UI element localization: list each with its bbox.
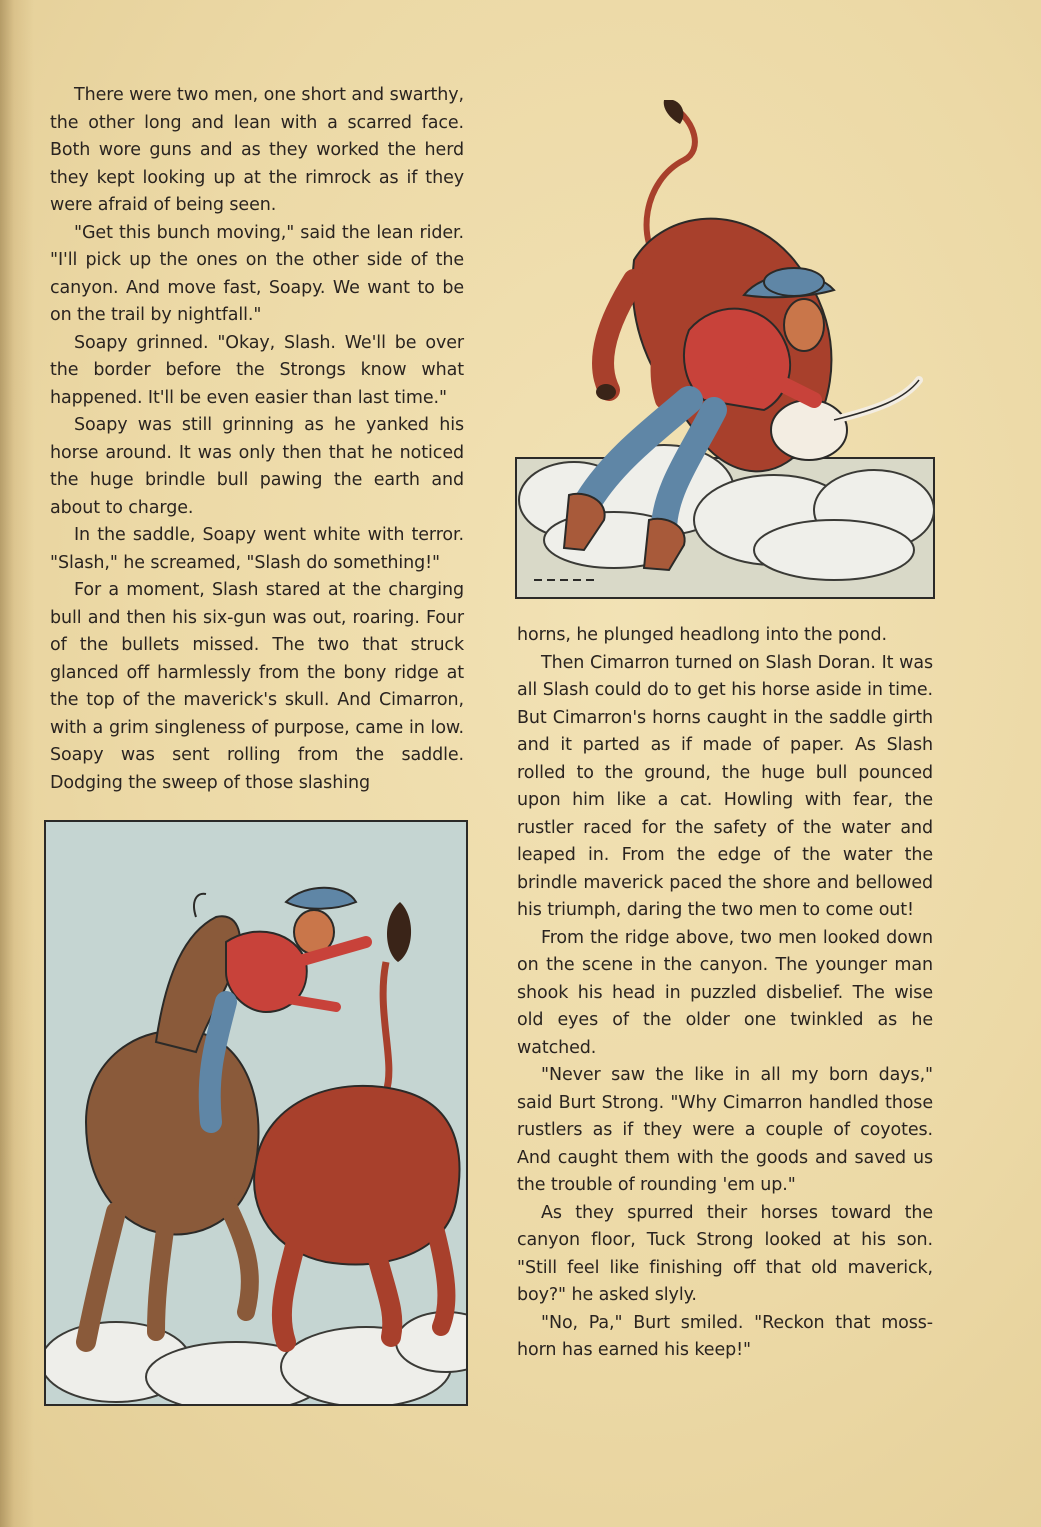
paragraph: "Get this bunch moving," said the lean rider. "I'll pick up the ones on the other side of the canyon. And move fast, Soapy. We want to be on the trail by nightfall." (50, 222, 464, 325)
paragraph: "No, Pa," Burt smiled. "Reckon that moss-horn has earned his keep!" (517, 1312, 933, 1360)
illustration-bull-and-cowboy (514, 100, 936, 600)
bull-head (771, 400, 847, 460)
paragraph: There were two men, one short and swarthy, the other long and lean with a scarred face. Both wore guns and as they worked the herd they kept looking up at the rimrock as if they were afraid of being seen. (50, 85, 464, 215)
bull-cowboy-drawing (514, 100, 936, 600)
paragraph: In the saddle, Soapy went white with terror. "Slash," he screamed, "Slash do something!" (50, 525, 464, 573)
paragraph: Then Cimarron turned on Slash Doran. It was all Slash could do to get his horse aside in time. But Cimarron's horns caught in the saddle girth and it parted as if made of paper. As Slash rolled to the ground, the huge bull pounced upon him like a cat. Howling with fear, the rustler raced for the safety of the water and leaped in. From the edge of the water the brindle maverick paced the shore and bellowed his triumph, daring the two men to come out! (517, 652, 933, 920)
paragraph: Soapy was still grinning as he yanked his horse around. It was only then that he noticed the huge brindle bull pawing the earth and about to charge. (50, 415, 464, 518)
paragraph: From the ridge above, two men looked down on the scene in the canyon. The younger man shook his head in puzzled disbelief. The wise old eyes of the older one twinkled as he watched. (517, 927, 933, 1058)
paragraph: For a moment, Slash stared at the charging bull and then his six-gun was out, roaring. Four of the bullets missed. The two that struck glanced off harmlessly from the bony ridge at the top of the maverick's skull. And Cimarron, with a grim singleness of purpose, came in low. Soapy was sent rolling from the saddle. Dodging the sweep of those slashing (50, 580, 464, 793)
paragraph: horns, he plunged headlong into the pond. (517, 625, 888, 645)
right-text-column (517, 622, 933, 1365)
left-text-column (50, 82, 464, 797)
paragraph: Soapy grinned. "Okay, Slash. We'll be over the border before the Strongs know what happened. It'll be even easier than last time." (50, 332, 464, 408)
illustration-horse-and-bull (44, 820, 468, 1406)
paragraph: "Never saw the like in all my born days," said Burt Strong. "Why Cimarron handled those rustlers as if they were a couple of coyotes. And caught them with the goods and saved us the trouble of rounding 'em up." (517, 1065, 933, 1195)
paragraph: As they spurred their horses toward the canyon floor, Tuck Strong looked at his son. "Still feel like finishing off that old maverick, boy?" he asked slyly. (517, 1202, 933, 1305)
horse-bull-drawing (46, 822, 466, 1404)
